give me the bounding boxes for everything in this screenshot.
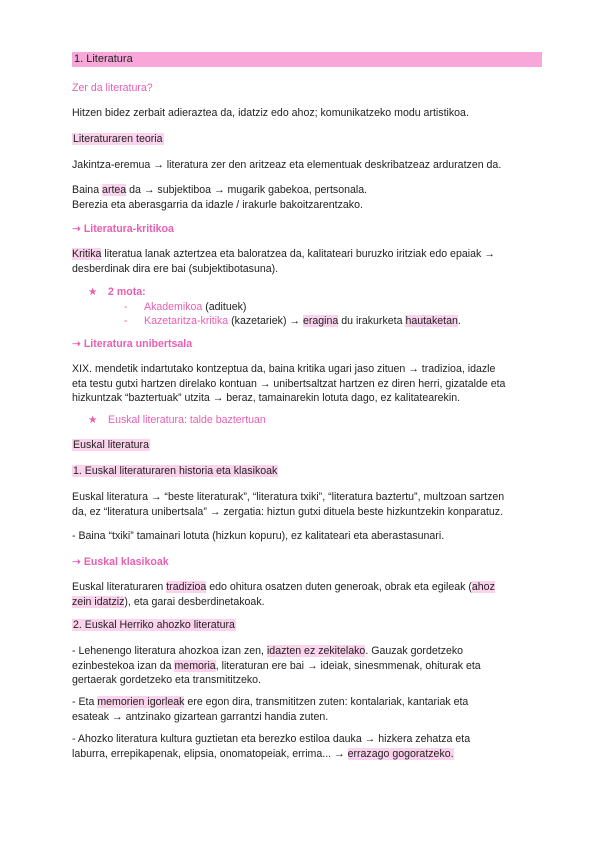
euskal-bullet xyxy=(72,413,540,428)
akademikoa-label: Akademikoa xyxy=(144,300,203,313)
heading-text: Literaturaren teoria xyxy=(73,133,163,145)
text-run: literatua lanak aztertzea eta baloratzea da, kalitateari buruzko iritziak edo epaiak → xyxy=(101,248,495,260)
highlight-zein-idatziz: zein idatziz xyxy=(72,595,125,608)
unib-line-1: XIX. mendetik indartutako kontzeptua da, baina kritika ugari jaso zituen → tradizioa, idazle xyxy=(72,363,496,375)
text-run: ere egon dira, transmititzen zuten: kontalariak, kantariak eta xyxy=(184,696,469,708)
hist-line-1: Euskal literatura → “beste literaturak”, “literatura txiki”, “literatura baztertu”, multzoan sartzen xyxy=(72,491,505,503)
kazetaritza-label: Kazetaritza-kritika xyxy=(144,315,229,328)
heading-literatura-kritikoa: ➝ Literatura-kritikoa xyxy=(72,223,174,235)
text-run: Euskal literaturaren xyxy=(72,581,167,593)
mota-subitem-akademikoa xyxy=(72,300,540,315)
text-run: (kazetariek) → xyxy=(228,315,303,328)
text-run: ), eta garai desberdinetakoak. xyxy=(124,595,265,608)
highlight-artea: artea xyxy=(102,184,127,196)
a3-line-1: - Ahozko literatura kultura guztietan eta berezko estiloa dauka → hizkera zehatza eta xyxy=(72,733,471,745)
text-run: - Eta xyxy=(72,696,98,708)
heading-literaturaren-teoria xyxy=(72,132,540,147)
section-title: 1. Literatura xyxy=(72,52,542,67)
a1-line-1 xyxy=(72,644,540,659)
mota-subitem-kazetaritza xyxy=(72,314,540,329)
heading-euskal-literatura xyxy=(72,438,540,453)
definition-paragraph: Hitzen bidez zerbait adieraztea da, idatziz edo ahoz; komunikatzeko modu artistikoa. xyxy=(72,107,469,119)
baina-line-2: Berezia eta aberasgarria da idazle / irakurle bakoitzarentzako. xyxy=(72,198,363,211)
text-run: (adituek) xyxy=(202,300,247,313)
star-bullet-icon: ★ xyxy=(88,286,98,298)
heading-ahozko-literatura xyxy=(72,618,540,633)
text-run: . xyxy=(457,315,461,328)
highlight-memoria: memoria xyxy=(174,659,216,672)
dash-bullet: - xyxy=(124,315,128,328)
mota-label: 2 mota: xyxy=(108,286,146,298)
heading-text: 1. Euskal literaturaren historia eta klasikoak xyxy=(73,465,278,477)
text-run: , literaturan ere bai → ideiak, sinesmmenak, ohiturak eta xyxy=(215,659,481,672)
teoria-paragraph: Jakintza-eremua → literatura zer den aritzeaz eta elementuak deskribatzeaz arduratzen da. xyxy=(72,159,502,171)
hist-line-2: da, ez “literatura unibertsala” → zergatia: hiztun gutxi dituela beste hizkuntzekin konparatuz. xyxy=(72,505,504,518)
highlight-eragina: eragina xyxy=(302,315,339,328)
historia-paragraph xyxy=(72,490,540,519)
text-run: . Gauzak gordetzeko xyxy=(365,645,464,657)
unibertsala-paragraph xyxy=(72,362,540,406)
heading-text: Euskal literatura xyxy=(73,439,149,451)
kritika-line-1 xyxy=(72,247,540,262)
klas-line-2 xyxy=(72,595,540,610)
mota-list xyxy=(72,285,540,329)
highlight-kritika: Kritika xyxy=(72,248,102,260)
heading-literatura-unibertsala: ➝ Literatura unibertsala xyxy=(72,338,193,350)
text-run: laburra, errepikapenak, elipsia, onomatopeiak, errima... → xyxy=(72,747,348,760)
a2-line-1 xyxy=(72,695,540,710)
baina-line-1 xyxy=(72,183,540,198)
star-bullet-icon: ★ xyxy=(88,414,98,426)
unib-line-3: hizkuntzak “baztertuak” utzita → beraz, tamainarekin lotuta dago, ez kalitatearekin. xyxy=(72,392,461,405)
klas-line-1 xyxy=(72,580,540,595)
mota-item xyxy=(72,285,540,300)
ahozko-paragraph-1 xyxy=(72,644,540,688)
a2-line-2: esateak → antzinako gizartean garrantzi handia zuten. xyxy=(72,710,329,723)
kritika-line-2: desberdinak dira ere bai (subjektibotasuna). xyxy=(72,262,279,275)
klasikoak-paragraph xyxy=(72,580,540,609)
text-run: Baina xyxy=(72,184,103,196)
highlight-tradizioa: tradizioa xyxy=(166,581,207,593)
baina-paragraph xyxy=(72,183,540,212)
subitem-text xyxy=(144,300,246,315)
highlight-ahoz: ahoz xyxy=(471,581,495,593)
text-run: ezinbestekoa izan da xyxy=(72,659,175,672)
txiki-paragraph: - Baina “txiki” tamainari lotuta (hizkun kopuru), ez kalitateari eta aberastasunari. xyxy=(72,530,445,542)
subitem-text xyxy=(144,314,461,329)
dash-bullet: - xyxy=(124,300,128,313)
ahozko-paragraph-3 xyxy=(72,732,540,761)
heading-text: 2. Euskal Herriko ahozko literatura xyxy=(73,619,235,631)
a3-line-2 xyxy=(72,747,540,762)
kritika-paragraph xyxy=(72,247,540,276)
highlight-hautaketan: hautaketan xyxy=(405,315,458,328)
a1-line-3: gertaerak gordetzeko eta transmititzeko. xyxy=(72,674,262,687)
highlight-memorien-igorleak: memorien igorleak xyxy=(97,696,185,708)
text-run: - Lehenengo literatura ahozkoa izan zen, xyxy=(72,645,267,657)
euskal-bullet-text: Euskal literatura: talde baztertuan xyxy=(108,414,266,426)
heading-euskal-klasikoak: ➝ Euskal klasikoak xyxy=(72,556,169,568)
heading-historia xyxy=(72,464,540,479)
highlight-idazten: idazten ez zekitelako xyxy=(266,645,366,657)
a1-line-2 xyxy=(72,659,540,674)
text-run: du irakurketa xyxy=(338,315,406,328)
question-heading: Zer da literatura? xyxy=(72,82,153,94)
ahozko-paragraph-2 xyxy=(72,695,540,724)
unib-line-2: eta testu gutxi hartzen direlako kontuan → unibertsaltzat hartzen ez diren herri, gizatalde eta xyxy=(72,377,506,390)
highlight-errazago: errazago gogoratzeko. xyxy=(347,747,454,760)
text-run: edo ohitura osatzen duten generoak, obrak eta egileak ( xyxy=(206,581,472,593)
text-run: da → subjektiboa → mugarik gabekoa, pertsonala. xyxy=(126,184,368,196)
